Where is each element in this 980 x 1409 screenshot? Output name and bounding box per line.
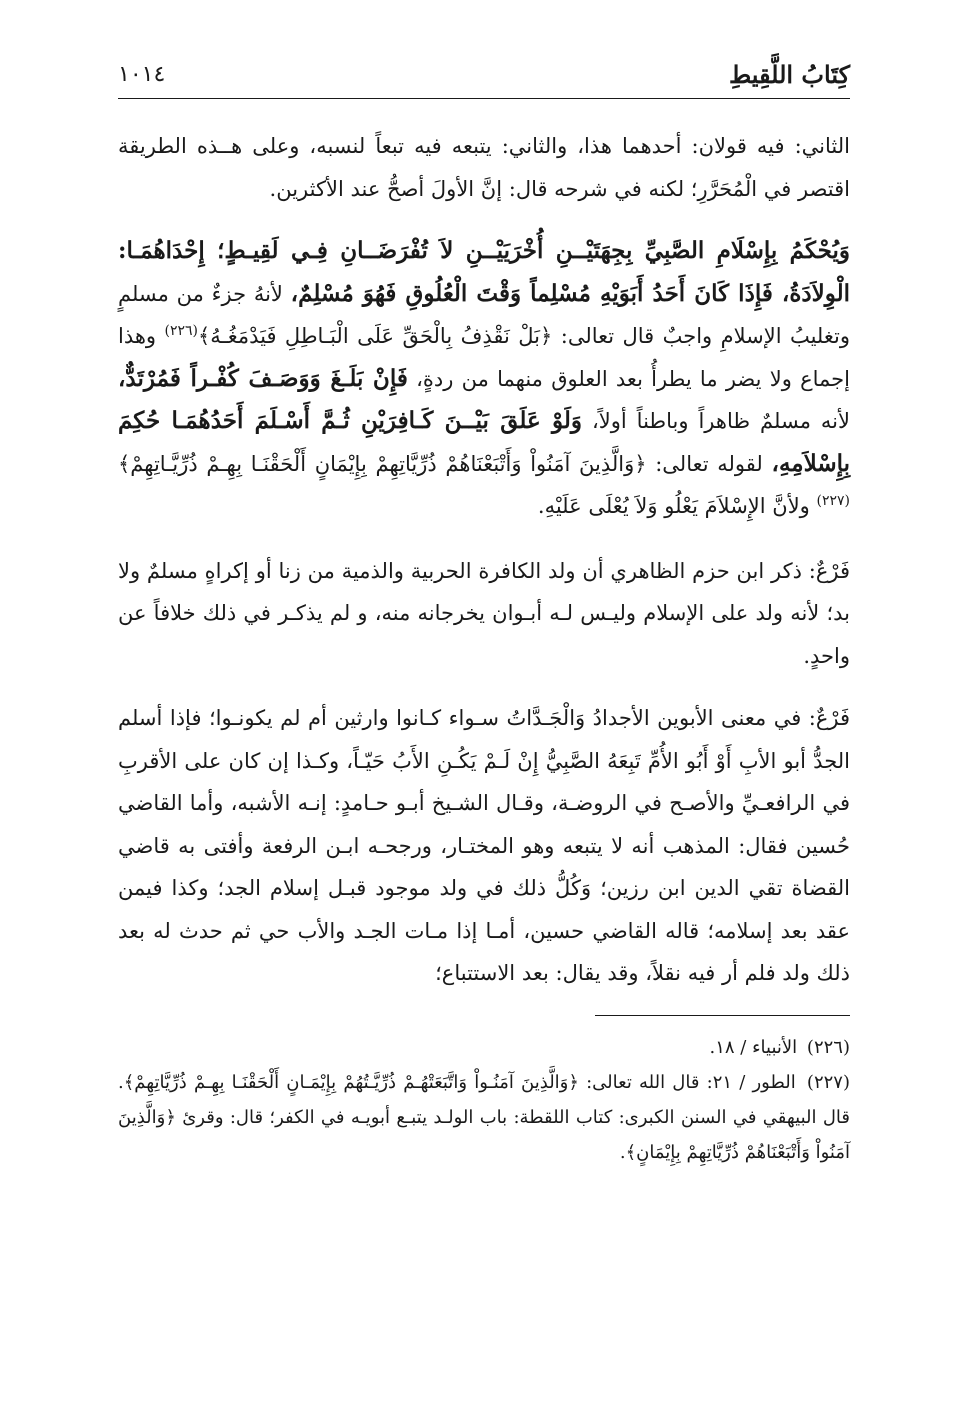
footnote-number: (٢٢٦)	[806, 1036, 850, 1058]
footnote-number: (٢٢٧)	[806, 1071, 850, 1093]
quran-verse-2: ﴿وَالَّذِينَ آمَنُواْ وَأَتْبَعْنَاهُمْ ذُرِّيَّاتِهِمْ بِإِيْمَانٍ أَلْحَقْنَـا بِهِـمْ ذُرِّيَّـاتِهِمْ﴾	[118, 451, 647, 476]
footnote-227	[118, 1065, 850, 1170]
commentary-text-5: ولأنَّ الإِسْلاَمَ يَعْلُو وَلاَ يُعْلَى عَلَيْهِ.	[537, 494, 817, 518]
footnote-text: الطور / ٢١: قال الله تعالى: ﴿وَالَّذِينَ آمَنُـواْ وَاتَّبَعَتْهُـمْ ذُرِّيَّـتُهُمْ بِإِيْمَـانٍ أَلْحَقْنَـا بِهِـمْ ذُرِّيَّاتِهِمْ﴾. قال البيهقي في السنن الكبرى: كتاب اللقطة: باب الولـد يتبـع أبويـه في الكفر؛ قال: وقرئ ﴿وَالَّذِينَ آمَنُواْ وَأَتْبَعْنَاهُمْ ذُرِّيَّاتِهِمْ بِإِيْمَانٍ﴾.	[118, 1071, 850, 1163]
footnote-ref-227: (٢٢٧)	[816, 493, 850, 509]
body-text	[118, 125, 850, 995]
footnote-text: الأنبياء / ١٨.	[709, 1036, 798, 1058]
page-number: ١٠١٤	[118, 62, 166, 87]
commentary-text-2: وهذا إجماع ولا يضر ما يطرأُ بعد العلوق منهما من ردةٍ،	[118, 324, 850, 391]
paragraph-2	[118, 230, 850, 528]
commentary-text-4: لقوله تعالى:	[646, 451, 772, 476]
footnote-ref-226: (٢٢٦)	[164, 323, 198, 339]
footnote-226	[118, 1030, 850, 1065]
book-page	[118, 58, 850, 1170]
commentary-text-3: لأنه مسلمٌ ظاهراً وباطناً أولاً،	[582, 409, 850, 433]
footnote-divider	[595, 1015, 850, 1016]
paragraph-1: الثاني: فيه قولان: أحدهما هذا، والثاني: يتبعه فيه تبعاً لنسبه، وعلى هــذه الطريقة اقتصر في الْمُحَرَّرِ؛ لكنه في شرحه قال: إنَّ الأولَ أصحُّ عند الأكثرين.	[118, 134, 850, 201]
running-header	[118, 58, 850, 99]
commentary-text-1: لأنهُ جزءٌ من مسلمٍ وتغليبُ الإسلامِ واجبٌ قال تعالى:	[118, 281, 851, 348]
quran-verse-1: ﴿بَلْ نَقْذِفُ بِالْحَقِّ عَلَى الْبَـاطِلِ فَيَدْمَغُـهُ﴾	[198, 324, 553, 348]
matn-text-2: فَإِنْ بَلَـغَ وَوَصَـفَ كُفْـراً فَمُرْتَدٌّ،	[118, 364, 408, 392]
footnotes	[118, 1030, 850, 1170]
paragraph-3: فَرْعٌ: ذكر ابن حزم الظاهري أن ولد الكافرة الحربية والذمية من زنا أو إكراهٍ مسلمٌ ولا بد؛ لأنه ولد على الإسلام وليـس لـه أبـوان يخرجانه منه، و لم يذكـر في ذلك خلافاً عن واحدٍ.	[118, 558, 850, 668]
matn-text-1: وَيُحْكَمُ بِإِسْلَامِ الصَّبِيِّ بِجِهَتَيْــنِ أُخْرَيَيْــنِ لاَ تُفْرَضَــانِ فِـي لَقِيـطٍ؛ إِحْدَاهُمَـا: الْوِلاَدَةُ، فَإِذَا كَانَ أَحَدُ أَبَوَيْهِ مُسْلِماً وَقْتَ الْعُلُوقِ فَهُوَ مُسْلِمٌ،	[118, 237, 851, 307]
paragraph-4: فَرْعٌ: في معنى الأبوين الأجدادُ وَالْجَـدَّاتُ سـواء كـانوا وارثين أم لم يكونـوا؛ فإذا أسلم الجدُّ أبو الأبِ أَوْ أَبُو الأُمِّ تَبِعَهُ الصَّبِيُّ إِنْ لَـمْ يَكُـنِ الأَبُ حَيّـاً، وكـذا إن كان على الأقربِ في الرافعـيِّ والأصـح في الروضـة، وقـال الشـيخ أبـو حـامدٍ: إنـه الأشبه، وأما القاضي حُسين فقال: المذهب أنه لا يتبعه وهو المختـار، ورجحـه ابـن الرفعة وأفتى به قاضي القضاة تقي الدين ابن رزين؛ وَكُلُّ ذلك في ولد موجود قبـل إسلام الجد؛ وكذا فيمن عقد بعد إسلامه؛ قاله القاضي حسين، أمـا إذا مـات الجـد والأب حي ثم حدث له بعد ذلك ولد فلم أر فيه نقلاً، وقد يقال: بعد الاستتباع؛	[118, 706, 850, 985]
book-title: كِتَابُ اللَّقِيطِ	[728, 60, 850, 89]
matn-text-3: وَلَوْ عَلَقَ بَيْــنَ كَـافِرَيْنِ ثُـمَّ أَسْـلَمَ أَحَدُهُمَـا حُكِمَ بِإِسْلاَمِهِ،	[118, 407, 850, 477]
